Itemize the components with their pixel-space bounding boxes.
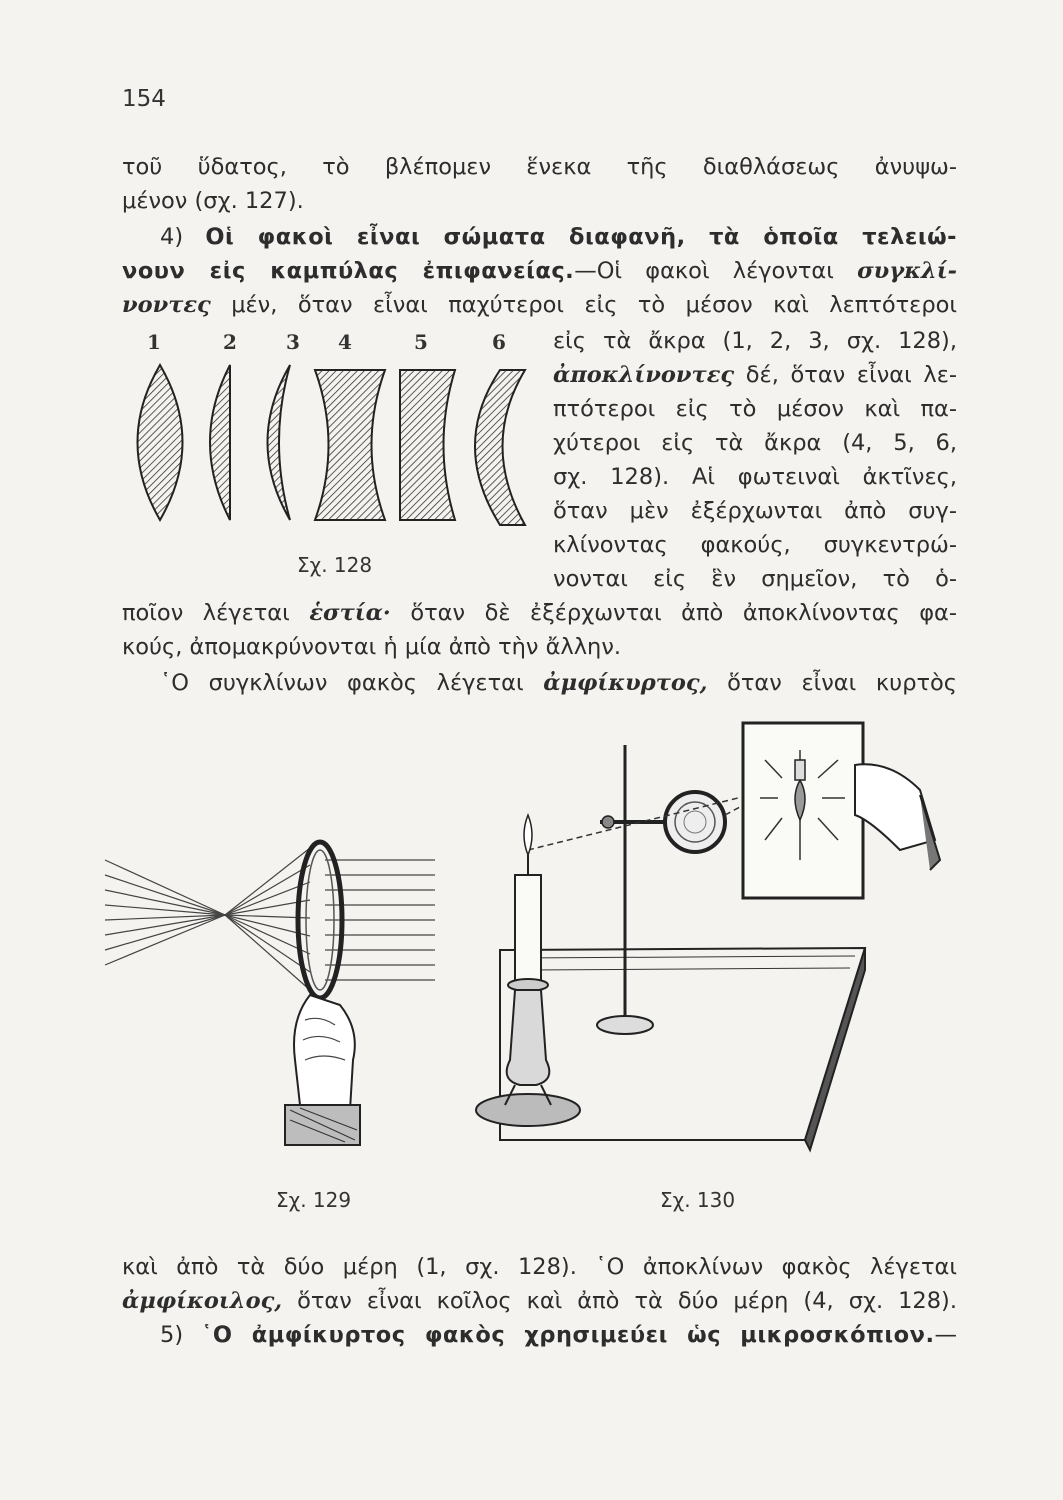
- text-span: ὅταν δὲ ἐξέρχωνται ἀπὸ ἀποκλίνοντας φα-: [390, 600, 958, 626]
- italic-term: ἀμφίκοιλος,: [122, 1288, 283, 1314]
- lens-biconvex: [138, 365, 183, 520]
- text-line-13: [122, 1284, 957, 1318]
- italic-term: νοντες: [122, 292, 211, 318]
- text-line-1: τοῦ ὕδατος, τὸ βλέπομεν ἕνεκα τῆς διαθλάσεως ἀνυψω-: [122, 154, 957, 180]
- right-col-line-7: κλίνοντας φακούς, συγκεντρώ-: [553, 532, 957, 558]
- text-span: ῾Ο συγκλίνων φακὸς λέγεται: [160, 670, 544, 696]
- italic-term: ἀμφίκυρτος,: [543, 670, 708, 696]
- right-col-line-2: [553, 358, 957, 392]
- hand-holding-lens: [294, 995, 355, 1110]
- text-line-3: [160, 220, 957, 254]
- fig129-illustration: [105, 820, 450, 1150]
- italic-term: συγκλί-: [857, 258, 957, 284]
- text-span: —: [934, 1322, 957, 1348]
- right-col-line-1: εἰς τὰ ἄκρα (1, 2, 3, σχ. 128),: [553, 328, 957, 354]
- text-span: ποῖον λέγεται: [122, 600, 310, 626]
- fig128-lens-numbers: [120, 330, 520, 360]
- italic-term: ἑστία·: [309, 600, 391, 626]
- fig128-lenses: [120, 360, 530, 540]
- lens-number: 6: [492, 330, 506, 354]
- lens-number: 4: [338, 330, 352, 354]
- text-line-11: [160, 666, 957, 700]
- right-col-line-4: χύτεροι εἰς τὰ ἄκρα (4, 5, 6,: [553, 430, 957, 456]
- italic-term: ἀποκλίνοντες: [553, 362, 735, 388]
- lens-number: 1: [147, 330, 161, 354]
- lens-planoconcave: [400, 370, 455, 520]
- text-span: ὅταν εἶναι κυρτὸς: [707, 670, 957, 696]
- section-number: 5): [160, 1322, 202, 1348]
- text-span: ὅταν εἶναι κοῖλος καὶ ἀπὸ τὰ δύο μέρη (4, σχ. 128).: [282, 1288, 957, 1314]
- fig129-caption: Σχ. 129: [276, 1188, 352, 1212]
- right-col-line-8: νονται εἰς ἓν σημεῖον, τὸ ὁ-: [553, 566, 957, 592]
- text-line-10: κούς, ἀπομακρύνονται ἡ μία ἀπὸ τὴν ἄλλην.: [122, 634, 622, 660]
- fig130-caption: Σχ. 130: [660, 1188, 736, 1212]
- lens-number: 5: [414, 330, 428, 354]
- text-line-12: καὶ ἀπὸ τὰ δύο μέρη (1, σχ. 128). ῾Ο ἀποκλίνων φακὸς λέγεται: [122, 1254, 957, 1280]
- right-col-line-5: σχ. 128). Αἱ φωτειναὶ ἀκτῖνες,: [553, 464, 957, 490]
- text-line-14: [160, 1318, 957, 1352]
- section-number: 4): [160, 224, 206, 250]
- text-line-9: [122, 596, 957, 630]
- bold-heading-part2: νουν εἰς καμπύλας ἐπιφανείας.: [122, 258, 575, 284]
- text-span: —Οἱ φακοὶ λέγονται: [574, 258, 858, 284]
- text-line-4: [122, 254, 957, 288]
- text-span: μέν, ὅταν εἶναι παχύτεροι εἰς τὸ μέσον καὶ λεπτότεροι: [210, 292, 957, 318]
- lens-number: 2: [223, 330, 237, 354]
- right-col-line-3: πτότεροι εἰς τὸ μέσον καὶ πα-: [553, 396, 957, 422]
- lens-number: 3: [286, 330, 300, 354]
- candle: [515, 875, 541, 985]
- text-span: δέ, ὅταν εἶναι λε-: [734, 362, 957, 388]
- lens-planoconvex: [210, 365, 230, 520]
- convex-lens: [665, 792, 725, 852]
- right-col-line-6: ὅταν μὲν ἐξέρχωνται ἀπὸ συγ-: [553, 498, 957, 524]
- lens-meniscus-convex: [268, 365, 291, 520]
- fig130-illustration: [460, 720, 940, 1160]
- candlestick: [507, 990, 550, 1085]
- lens-biconcave: [315, 370, 385, 520]
- text-line-5: [122, 288, 957, 322]
- lens-meniscus-concave: [475, 370, 525, 525]
- text-line-2: μένον (σχ. 127).: [122, 188, 304, 214]
- bold-heading: ῾Ο ἀμφίκυρτος φακὸς χρησιμεύει ὡς μικροσκόπιον.: [201, 1322, 935, 1348]
- page-number: 154: [122, 86, 166, 112]
- bold-heading-part1: Οἱ φακοὶ εἶναι σώματα διαφανῆ, τὰ ὁποῖα τελειώ-: [205, 224, 957, 250]
- fig128-caption: Σχ. 128: [297, 553, 373, 577]
